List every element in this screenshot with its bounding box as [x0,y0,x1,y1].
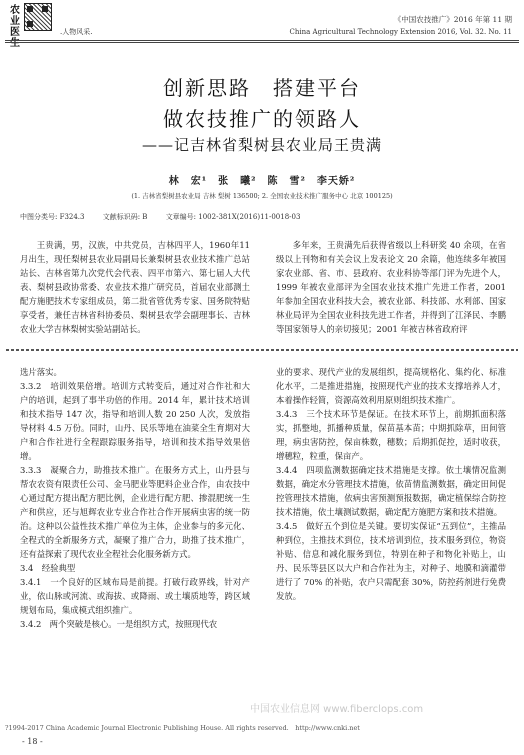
journal-logo [5,3,55,49]
article-subtitle: ——记吉林省梨树县农业局王贵满 [141,136,382,154]
article-title-line2: 做农技推广的领路人 [163,107,361,131]
header-rule [5,40,519,41]
header-rule-2 [5,42,519,43]
article-meta [20,212,316,222]
article-title-line1: 创新思路 搭建平台 [163,76,361,100]
logo-text: 农 业 医 生 [10,5,20,49]
document-code: 文献标识码: B [102,213,148,221]
affiliation: (1. 吉林省梨树县农业局 吉林 梨树 136500; 2. 全国农业技术推广服务中心 北京 100125) [131,192,393,200]
section-separator [6,349,518,351]
page-number: - 18 - [22,737,43,746]
clc-number: 中图分类号: F324.3 [20,213,85,221]
article-number: 文章编号: 1002-381X(2016)11-0018-03 [165,213,301,221]
journal-name-en: China Agricultural Technology Extension 2016, Vol. 32. No. 11 [289,28,512,36]
journal-name-cn: 《中国农技推广》2016 年第 11 期 [393,15,512,24]
body-right-column: 业的要求、现代产业的发展组织，提高规格化、集约化、标准化水平，二是推进措施，按照现代产业的技术支撑培养人才，本着操作轻简，资源高效利用原则组织技术推广。 3.4.3 三个技术环节是保证。在技术环节上，前期抓面积落实，抓整地，抓播种质量，保苗基本苗；中期抓除草，田间管理，病虫害防控，保亩株数，穗数；后期抓促控，适时收获，增穗粒，粒重，保亩产。 3.4.4 四项监测数据确定技术措施是支撑。依土壤情况监测数据，确定水分管理技术措施，依苗情监测数据，确定田间促控管理技术措施，依病虫害预测预报数据，确定植保综合防控技术措施，依土壤测试数据，确定配方施肥方案和技术措施。 3.4.5 做好五个到位是关键。要切实保证“五到位”，主推品种到位，主推技术到位，技术培训到位，技术服务到位，物资补贴、信息和减化服务到位，特别在种子和物化补贴上，山丹、民乐等县区以大户和合作社为主，对种子、地膜和滴灌带进行了 70% 的补贴，农户只需配套 30%，防控药剂进行免费发放。 [276,367,506,601]
qr-code-icon [24,3,52,31]
authors: 林 宏¹ 张 曦² 陈 雪² 李天娇² [168,176,356,187]
section-label: .人物风采. [60,28,93,36]
intro-left: 王贵满，男，汉族，中共党员，吉林四平人，1960年11月出生，现任梨树县农业局副局长兼梨树县农业技术推广总站站长、吉林省第九次党代会代表、四平市第六、第七届人大代表、梨树县政协常委、农业技术推广研究员，首届农业部测土配方施肥技术专家组成员，第二批省管优秀专家、国务院特贴享受者，兼任吉林省科协委员、梨树县农学会副理事长、吉林农业大学吉林梨树实验站副站长。 [20,240,250,334]
watermark: 中国农业信息网 www.fiberclops.com [250,704,424,715]
copyright-line: ?1994-2017 China Academic Journal Electronic Publishing House. All rights reserved. http://www.cnki.net [5,724,360,732]
body-left-column: 选片落实。 3.3.2 培训效果倍增。培训方式转变后，通过对合作社和大户的培训，起到了事半功倍的作用。2014 年，累计技术培训和技术指导 147 次，指导和培训人数 20 250 人次，发放指导材料 4.5 万份。同时，山丹、民乐等地在油菜全生育期对大户和合作社进行全程跟踪服务指导，培训和技术指导效果倍增。 3.3.3 凝聚合力，助推技术推广。在服务方式上，山丹县与帮农农资有限责任公司、金马肥业等肥料企业合作，由农技中心通过配方提出配方肥比例，企业进行配方肥、掺混肥统一生产和供应，还与旭辉农业专业合作社合作开展病虫害的统一防治。这种以公益性技术推广单位为主体，企业参与的多元化、全程式的全新服务方式，凝聚了推广合力，助推了技术推广，还有益探索了现代农业全程社会化服务新方式。 3.4 经验典型 3.4.1 一个良好的区域布局是前提。打破行政界线，针对产业，依山脉或河流、或海拔、或降雨、或土壤质地等，跨区域规划布局，集成模式组织推广。 3.4.2 两个突破是核心。一是组织方式，按照现代农 [20,367,250,629]
intro-right: 多年来，王贵满先后获得省级以上科研奖 40 余项，在省级以上刊物和有关会议上发表论文 20 余篇，他连续多年被国家农业部、省、市、县政府、农业科协等部门评为先进个人，1999 年被农业部评为全国农业技术推广先进工作者，2001 年参加全国农业科技大会，被农业部、科技部、水利部、国家林业局评为全国农业科技先进工作者，并得到了江泽民、李鹏等国家领导人的亲切接见；2001 年被吉林省政府评 [276,240,506,334]
